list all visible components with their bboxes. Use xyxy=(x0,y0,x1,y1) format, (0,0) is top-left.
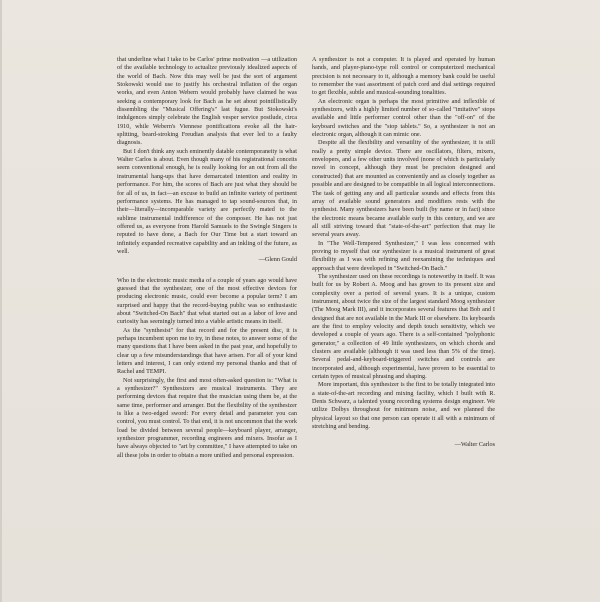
essay2-paragraph-5: An electronic organ is perhaps the most primitive and inflexible of synthesizers, with a highly limited number of so-called "imitative" stops available and little performer control other than the "off-on" of the keyboard switches and the "stop tablets." So, a synthesizer is not an electronic organ, although it can mimic one. xyxy=(312,98,495,139)
essay2-paragraph-2: As the "synthesist" for that record and for the present disc, it is perhaps incumbent upon me to try, in these notes, to answer some of the many questions that I have been asked in the past year, and hopefully to clear up a few misunderstandings that have arisen. For all of your kind letters and interest, I can only extend my personal thanks and that of Rachel and TEMPI. xyxy=(117,327,297,376)
essay-divider-space xyxy=(117,265,297,277)
essay1-paragraph-1: that underline what I take to be Carlos' prime motivation —a utilization of the available technology to actualize previously idealized aspects of the world of Bach. Now this may well be just the sort of argument Stokowski would use to justify his orchestral inflation of the organ works, and even Anton Webern would probably have claimed he was seeking a contemporary look for Bach as he set about pointillistically dissembling the "Musical Offering's" last fugue. But Stokowski's indulgences simply celebrate the English vesper service postlude, circa 1910, while Webern's Viennese pontifications evoke all the hair-splitting, beard-stroking Freudian analysis that ever led to a faulty diagnosis. xyxy=(117,57,297,147)
essay2-paragraph-7: In "The Well-Tempered Synthesizer," I was less concerned with proving to myself that our synthesizer is a musical instrument of great flexibility as I was with refining and reexamining the techniques and approach that were developed in "Switched-On Bach." xyxy=(312,240,495,272)
essay2-paragraph-9: More important, this synthesizer is the first to be totally integrated into a state-of-the-art recording and mixing facility, which I built with R. Denis Schwarz, a talented young recording systems design engineer. We utilize Dolbys throughout for minimum noise, and we planned the physical layout so that one person can operate it all with a minimum of stretching and bending. xyxy=(312,382,495,431)
essay2-paragraph-6: Despite all the flexibility and versatility of the synthesizer, it is still really a pretty simple device. There are oscillators, filters, mixers, envelopers, and a few other units involved (none of which is particularly novel in concept, although they must be precision designed and constructed) that are mounted as conveniently and as closely together as possible and are designed to be compatible in all logical interconnections. The task of getting any and all particular sounds and effects from this array of available sound generators and modifiers rests with the synthesist. Many synthesizers have been built (by name or in fact) since the electronic means became available early in this century, and we are all still striving toward that "state-of-the-art" perfection that may lie several years away. xyxy=(312,140,495,239)
essay1-signature: —Glenn Gould xyxy=(258,257,297,264)
essay1-paragraph-2: But I don't think any such eminently datable contemporaneity is what Walter Carlos is about. Even though many of his registrational conceits seem conventional enough, he is really looking for an out from all the instrumental hang-ups that have demarcated intention and reality in performance. For him, the scores of Bach are just what they should be for all of us, in fact—an excuse to build an infinite variety of pertinent performance systems. He has managed to tap sound-sources that, in their—literally—incomparable variety are perfectly mated to the sublime instrumental indifference of the composer. He has not just offered us, as everyone from Harold Samuels to the Swingle Singers is reputed to have done, a Bach for Our Time but a start toward an infinitely expanded recreative capability and an inkling of the future, as well. xyxy=(117,148,297,255)
essay2-signature: —Walter Carlos xyxy=(454,442,495,449)
right-column xyxy=(312,56,495,450)
essay2-paragraph-4: A synthesizer is not a computer. It is played and operated by human hands, and player-piano-type roll control or computerized mechanical precision is not necessary to it, although a memory bank could be useful to remember the vast assortment of patch cord and dial settings required to get flexible, subtle and musical-sounding tonalities. xyxy=(312,57,495,97)
essay2-paragraph-3: Not surprisingly, the first and most often-asked question is: "What is a synthesizer?" Synthesizers are musical instruments. They are performing devices that require that the musician using them be, at the same time, performer and arranger. But the flexibility of the synthesizer is like a two-edged sword: For every detail and parameter you can control, you must control. To that end, it is not uncommon that the work load be divided between several people—keyboard player, arranger, synthesizer programmer, recording engineers and mixers. Insofar as I have always objected to "art by committee," I have attempted to take on all these jobs in order to obtain a more unified and personal expression. xyxy=(117,377,297,459)
essay2-paragraph-8: The synthesizer used on these recordings is noteworthy in itself. It was built for us by Robert A. Moog and has grown to its present size and complexity over a period of several years. It is a unique, custom instrument, about twice the size of the largest standard Moog synthesizer (The Moog Mark III), and it incorporates several features that Bob and I designed that are not available in the Mark III or elsewhere. Its keyboards are the first to employ velocity and depth touch sensitivity, which we developed a couple of years ago. There is a self-contained "polyphonic generator," a collection of 49 little synthesizers, on which chords and clusters are available (although it was used less than 5% of the time). Several pedal-and-keyboard-triggered switches and controls are incorporated and, although experimental, have proven to be essential to certain types of musical phrasing and shaping. xyxy=(312,273,495,381)
page-edge xyxy=(0,0,2,602)
essay2-paragraph-1: Who in the electronic music media of a couple of years ago would have guessed that the synthesizer, one of the most effective devices for producing electronic music, could ever become a popular term? I am surprised and happy that the record-buying public was so enthusiastic about "Switched-On Bach" that what started out as a labor of love and curiosity has seemingly turned into a viable artistic means in itself. xyxy=(117,277,297,326)
left-column xyxy=(117,56,297,460)
